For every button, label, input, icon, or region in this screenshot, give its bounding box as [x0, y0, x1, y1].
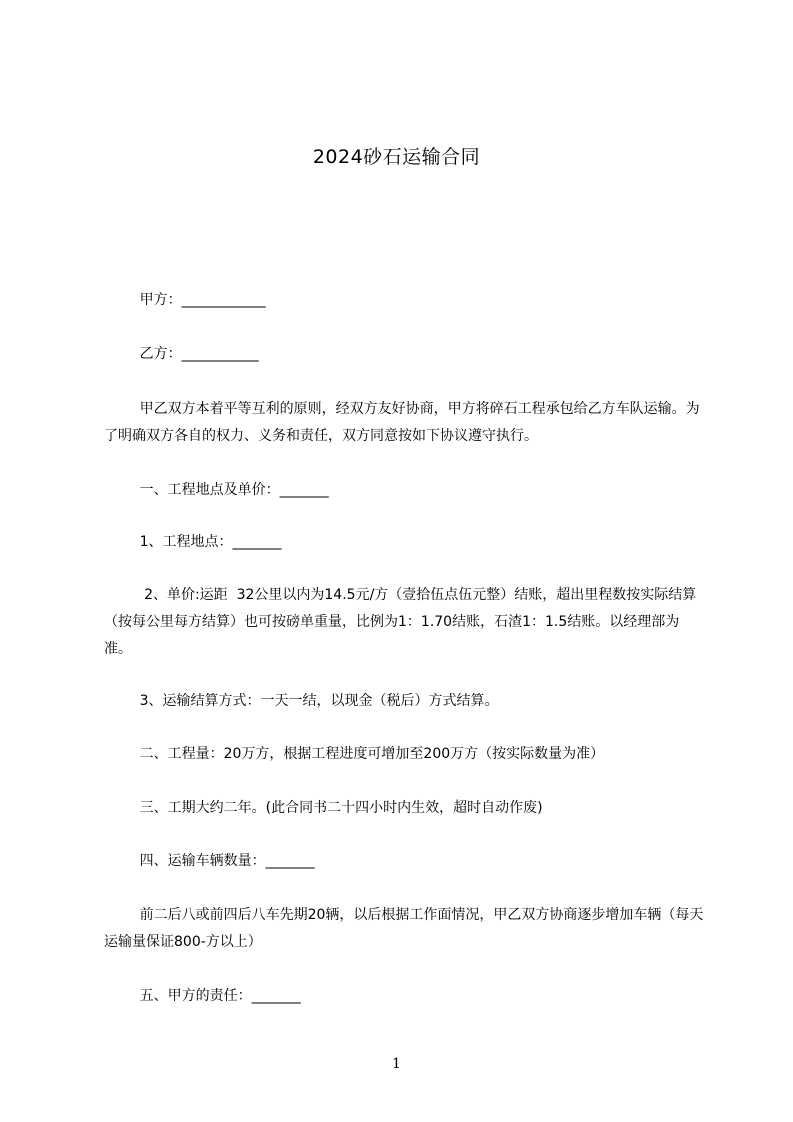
preamble-paragraph: 甲乙双方本着平等互利的原则，经双方友好协商，甲方将碎石工程承包给乙方车队运输。为了明确双方各自的权力、义务和责任，双方同意按如下协议遵守执行。 — [104, 401, 700, 444]
page-number: 1 — [392, 1056, 401, 1072]
section-4-heading: 四、运输车辆数量：_______ — [104, 853, 315, 869]
section-4-body: 前二后八或前四后八车先期20辆，以后根据工作面情况，甲乙双方协商逐步增加车辆（每天运输量保证800-方以上） — [104, 907, 704, 950]
section-2: 二、工程量：20万方，根据工程进度可增加至200万方（按实际数量为准） — [104, 746, 605, 762]
clause-1-2: 2、单价:运距 32公里以内为14.5元/方（壹拾伍点伍元整）结账，超出里程数按实际结算（按每公里每方结算）也可按磅单重量，比例为1：1.70结账，石渣1：1.5结账。以经理部为准。 — [104, 587, 697, 657]
section-1-heading: 一、工程地点及单价：_______ — [104, 482, 329, 498]
party-b-line: 乙方：___________ — [104, 346, 259, 362]
clause-1-1: 1、工程地点：_______ — [104, 534, 282, 550]
section-3: 三、工期大约二年。(此合同书二十四小时内生效，超时自动作废) — [104, 800, 543, 816]
document-title: 2024砂石运输合同 — [312, 146, 481, 168]
section-5-heading: 五、甲方的责任：_______ — [104, 988, 301, 1004]
party-a-line: 甲方：____________ — [104, 292, 266, 308]
clause-1-3: 3、运输结算方式：一天一结，以现金（税后）方式结算。 — [104, 693, 499, 709]
